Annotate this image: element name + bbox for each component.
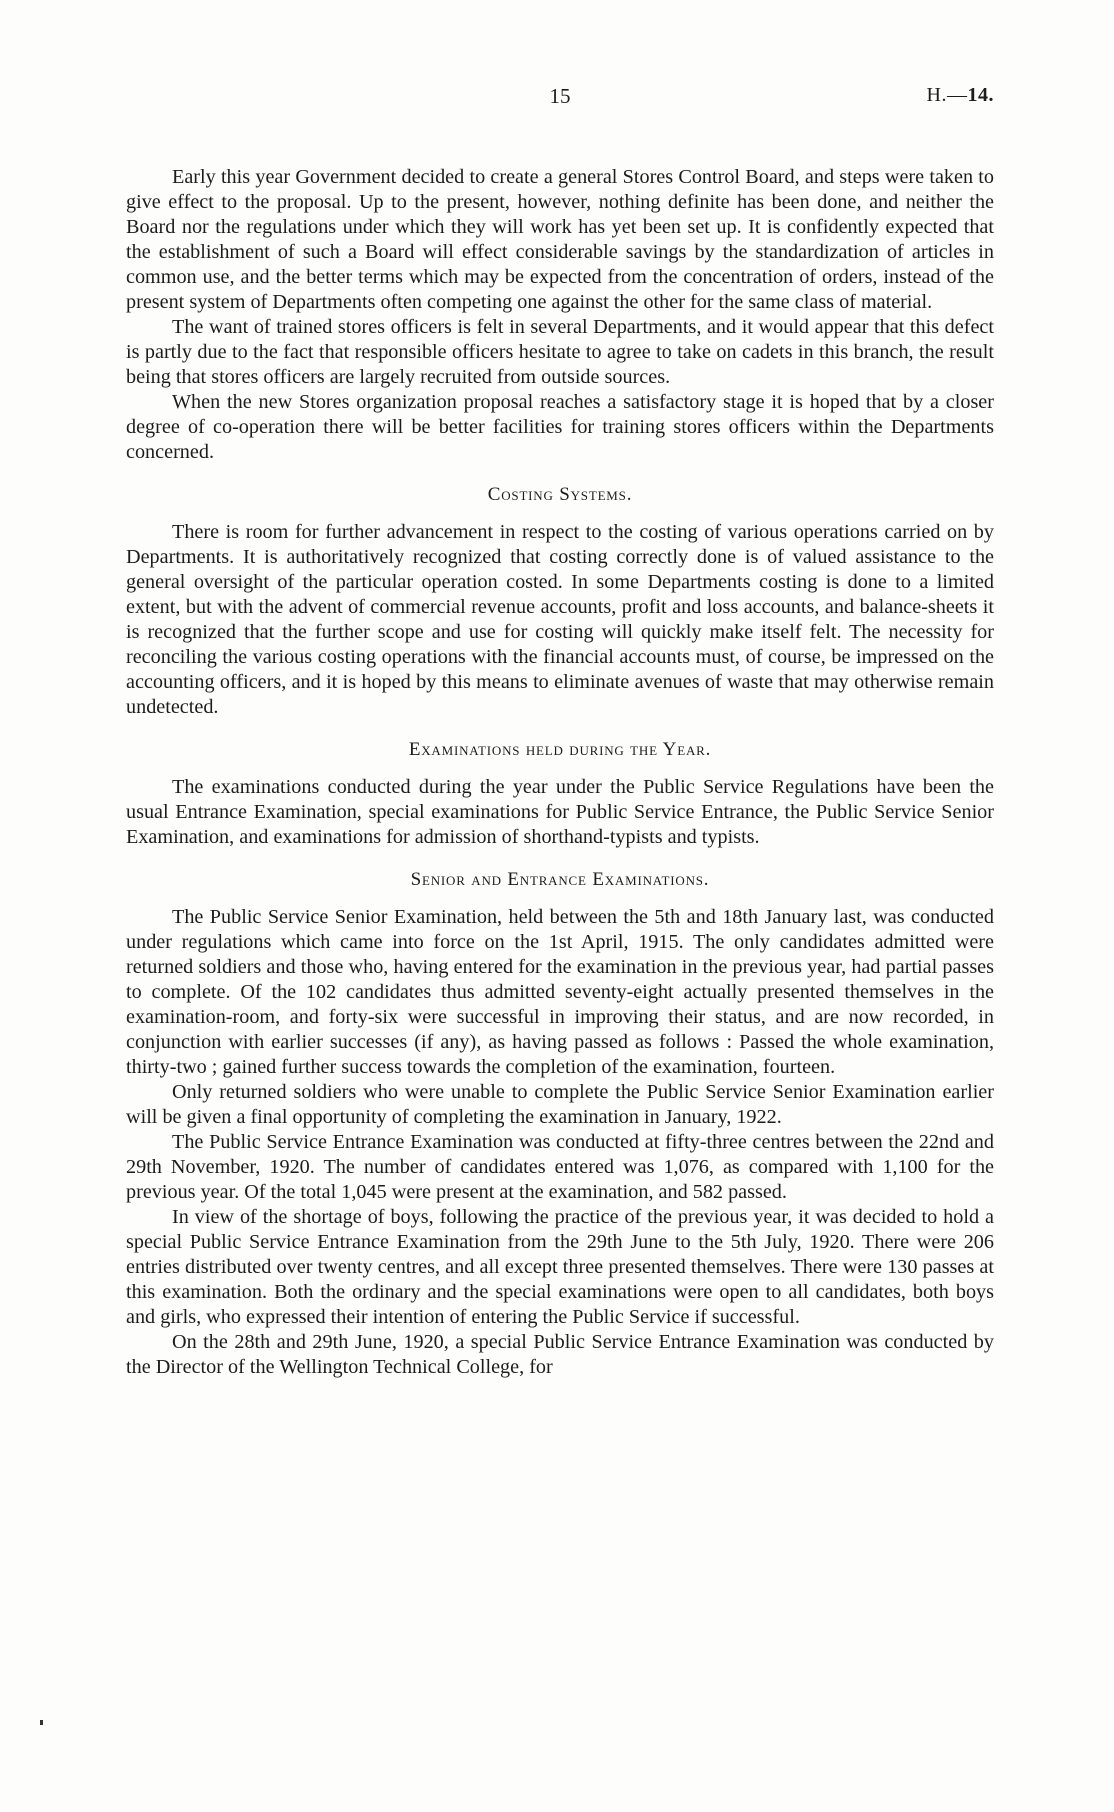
senior-entrance-heading: Senior and Entrance Examinations. bbox=[410, 869, 710, 890]
examinations-heading: Examinations held during the Year. bbox=[408, 739, 712, 760]
senior-paragraph-4: In view of the shortage of boys, following the practice of the previous year, it was decided to hold a special Public Service Entrance Examination from the 29th June to the 5th July, 1920. There were 206 entries distributed over twenty centres, and all except three presented themselves. There were 130 passes at this examination. Both the ordinary and the special examinations were open to all candidates, both boys and girls, who expressed their intention of entering the Public Service if successful. bbox=[126, 1206, 994, 1328]
senior-paragraph-1: The Public Service Senior Examination, held between the 5th and 18th January last, was conducted under regulations which came into force on the 1st April, 1915. The only candidates admitted were returned soldiers and those who, having entered for the examination in the previous year, had partial passes to complete. Of the 102 candidates thus admitted seventy-eight actually presented themselves in the examination-room, and forty-six were successful in improving their status, and are now recorded, in conjunction with earlier successes (if any), as having passed as follows : Passed the whole examination, thirty-two ; gained further success towards the completion of the examination, fourteen. bbox=[126, 906, 994, 1078]
document-reference-number: 14. bbox=[967, 84, 994, 106]
stores-paragraph-3: When the new Stores organization proposal reaches a satisfactory stage it is hoped that by a closer degree of co-operation there will be better facilities for training stores officers within the Departments concerned. bbox=[126, 391, 994, 463]
senior-paragraph-3: The Public Service Entrance Examination was conducted at fifty-three centres between the 22nd and 29th November, 1920. The number of candidates entered was 1,076, as compared with 1,100 for the previous year. Of the total 1,045 were present at the examination, and 582 passed. bbox=[126, 1131, 994, 1203]
senior-paragraph-2: Only returned soldiers who were unable to complete the Public Service Senior Examination earlier will be given a final opportunity of completing the examination in January, 1922. bbox=[126, 1081, 994, 1128]
margin-mark bbox=[40, 1720, 43, 1725]
senior-paragraph-5: On the 28th and 29th June, 1920, a special Public Service Entrance Examination was conducted by the Director of the Wellington Technical College, for bbox=[126, 1331, 994, 1378]
page-number: 15 bbox=[549, 84, 571, 108]
costing-paragraph-1: There is room for further advancement in respect to the costing of various operations carried on by Departments. It is authoritatively recognized that costing correctly done is of valued assistance to the general oversight of the particular operation costed. In some Departments costing is done to a limited extent, but with the advent of commercial revenue accounts, profit and loss accounts, and balance-sheets it is recognized that the further scope and use for costing will quickly make itself felt. The necessity for reconciling the various costing operations with the financial accounts must, of course, be impressed on the accounting officers, and it is hoped by this means to eliminate avenues of waste that may otherwise remain undetected. bbox=[126, 521, 994, 718]
stores-paragraph-2: The want of trained stores officers is felt in several Departments, and it would appear that this defect is partly due to the fact that responsible officers hesitate to agree to take on cadets in this branch, the result being that stores officers are largely recruited from outside sources. bbox=[126, 316, 994, 388]
stores-paragraph-1: Early this year Government decided to create a general Stores Control Board, and steps were taken to give effect to the proposal. Up to the present, however, nothing definite has been done, and neither the Board nor the regulations under which they will work has yet been set up. It is confidently expected that the establishment of such a Board will effect considerable savings by the standardization of articles in common use, and the better terms which may be expected from the concentration of orders, instead of the present system of Departments often competing one against the other for the same class of material. bbox=[126, 166, 994, 313]
document-reference bbox=[927, 84, 994, 107]
page-body bbox=[126, 165, 994, 1380]
page-header bbox=[126, 84, 994, 114]
examinations-paragraph-1: The examinations conducted during the year under the Public Service Regulations have been the usual Entrance Examination, special examinations for Public Service Entrance, the Public Service Senior Examination, and examinations for admission of shorthand-typists and typists. bbox=[126, 776, 994, 848]
costing-heading: Costing Systems. bbox=[487, 484, 633, 505]
document-reference-prefix: H.— bbox=[926, 84, 968, 106]
